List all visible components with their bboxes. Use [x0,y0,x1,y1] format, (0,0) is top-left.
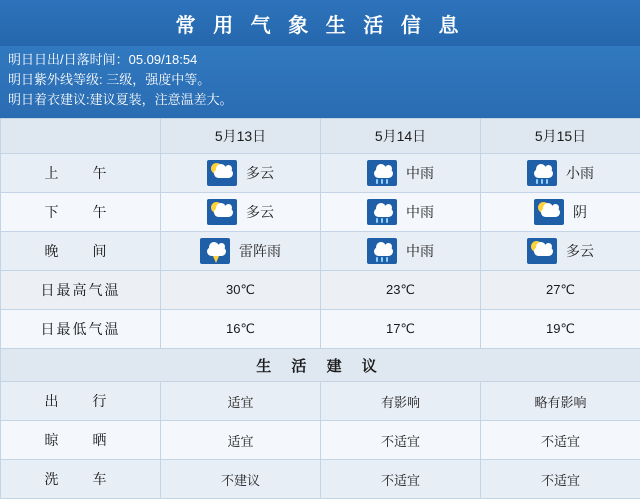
weather-text: 小雨 [566,163,594,183]
advice-value: 略有影响 [481,382,640,421]
clothing-advice-line: 明日着衣建议:建议夏装，注意温差大。 [8,90,640,110]
table-row [1,154,640,193]
header-blank-cell [1,119,161,154]
row-label-afternoon: 下 午 [1,193,161,232]
advice-value: 不适宜 [321,460,481,499]
weather-text: 中雨 [406,202,434,222]
row-label-night: 晚 间 [1,232,161,271]
table-header-row [1,119,640,154]
table-row [1,460,640,499]
advice-section-header [1,349,640,382]
table-row [1,232,640,271]
thunderstorm-icon [200,238,230,264]
row-label-drying: 晾 晒 [1,421,161,460]
weather-cell [481,154,640,193]
rain-icon [527,160,557,186]
weather-text: 阴 [573,202,587,222]
date-header-2: 5月14日 [321,119,481,154]
advice-value: 不建议 [161,460,321,499]
advice-value: 适宜 [161,382,321,421]
advice-value: 有影响 [321,382,481,421]
weather-text: 中雨 [406,163,434,183]
rain-icon [367,199,397,225]
date-header-1: 5月13日 [161,119,321,154]
sun-cloud-icon [527,238,557,264]
weather-cell [481,232,640,271]
weather-cell [161,193,321,232]
info-block [0,46,640,118]
row-label-high-temp: 日最高气温 [1,271,161,310]
high-temp-value: 30℃ [161,271,321,310]
weather-text: 多云 [566,241,594,261]
table-row [1,193,640,232]
weather-text: 多云 [246,202,274,222]
low-temp-value: 19℃ [481,310,640,349]
sun-cloud-icon [207,160,237,186]
low-temp-value: 16℃ [161,310,321,349]
advice-value: 不适宜 [321,421,481,460]
weather-cell [161,154,321,193]
advice-value: 不适宜 [481,421,640,460]
sun-cloud-icon [534,199,564,225]
date-header-3: 5月15日 [481,119,640,154]
row-label-travel: 出 行 [1,382,161,421]
low-temp-value: 17℃ [321,310,481,349]
advice-title: 生 活 建 议 [1,349,640,382]
table-row [1,310,640,349]
row-label-car-wash: 洗 车 [1,460,161,499]
table-row [1,271,640,310]
weather-cell [481,193,640,232]
table-row [1,382,640,421]
table-row [1,421,640,460]
weather-text: 中雨 [406,241,434,261]
weather-text: 雷阵雨 [239,241,281,261]
weather-cell [161,232,321,271]
row-label-morning: 上 午 [1,154,161,193]
weather-cell [321,193,481,232]
rain-icon [367,160,397,186]
high-temp-value: 23℃ [321,271,481,310]
high-temp-value: 27℃ [481,271,640,310]
weather-table [0,118,640,499]
row-label-low-temp: 日最低气温 [1,310,161,349]
sun-cloud-icon [207,199,237,225]
advice-value: 适宜 [161,421,321,460]
weather-cell [321,154,481,193]
page-title: 常 用 气 象 生 活 信 息 [0,0,640,46]
sunrise-sunset-line: 明日日出/日落时间：05.09/18:54 [8,50,640,70]
advice-value: 不适宜 [481,460,640,499]
uv-level-line: 明日紫外线等级: 三级，强度中等。 [8,70,640,90]
weather-text: 多云 [246,163,274,183]
weather-cell [321,232,481,271]
rain-icon [367,238,397,264]
